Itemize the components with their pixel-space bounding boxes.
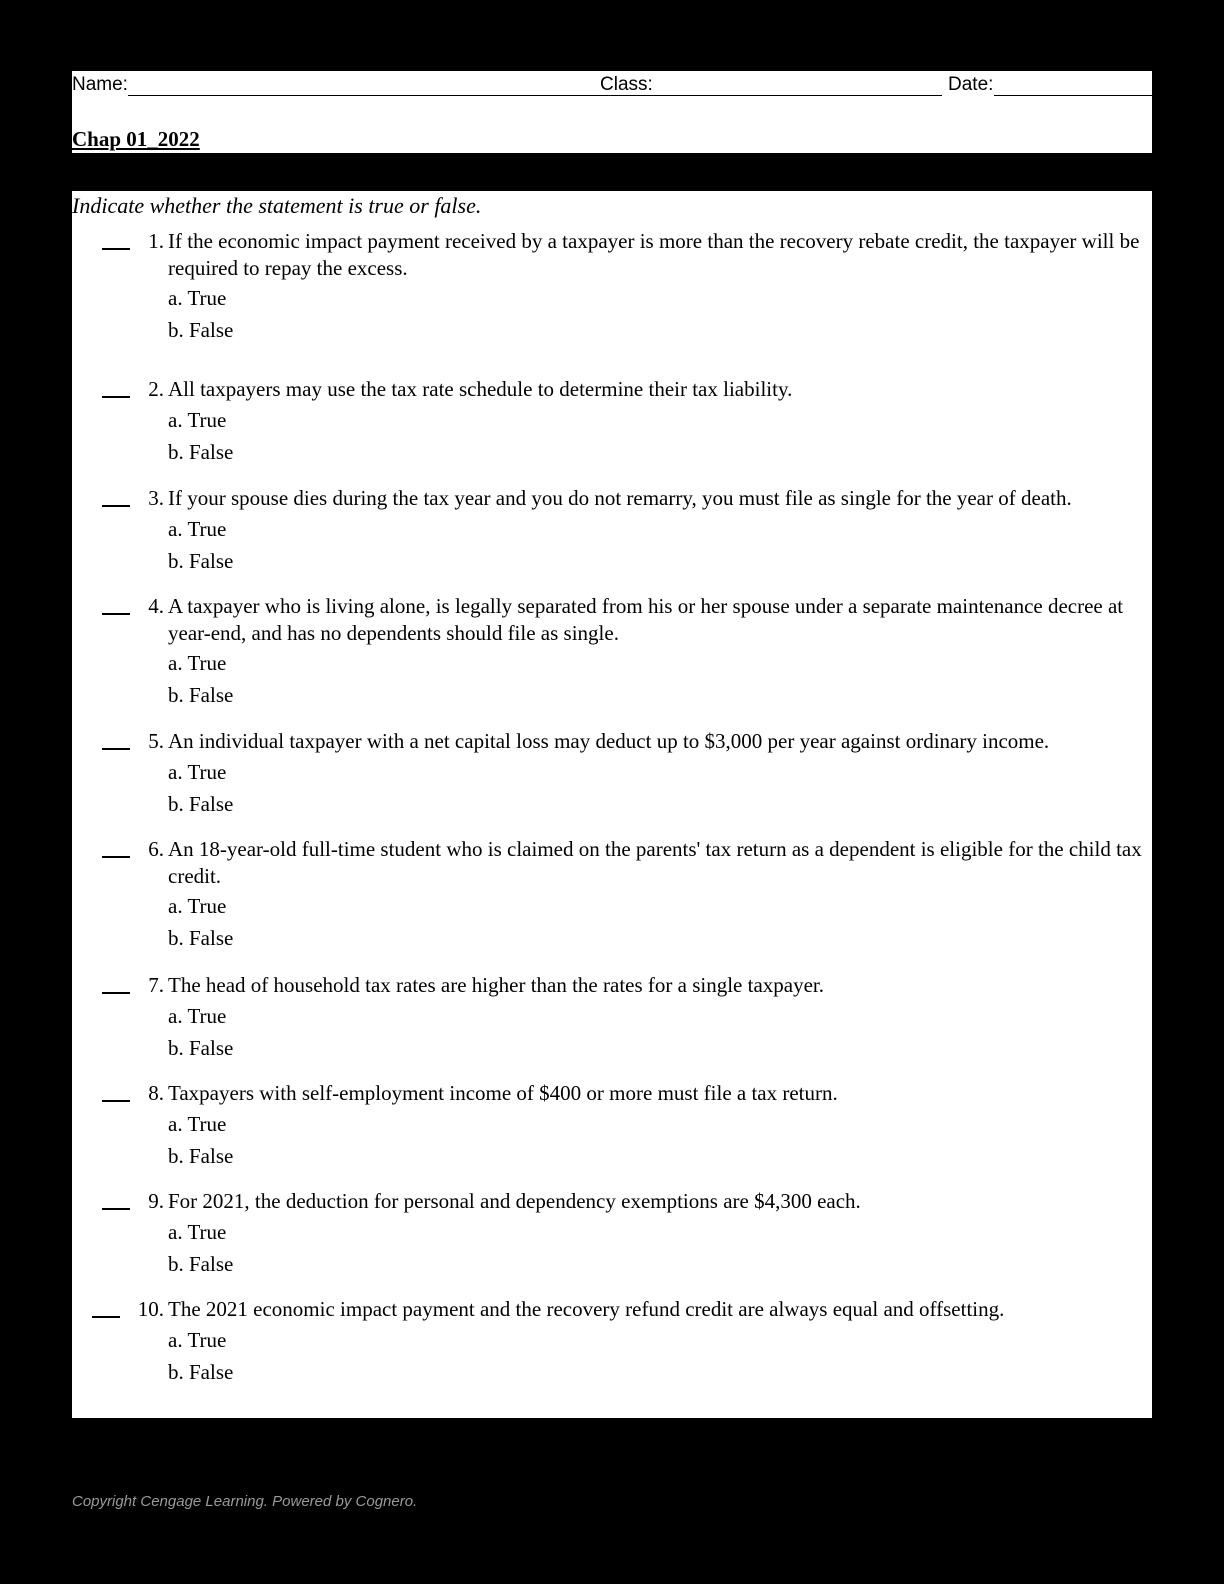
choice-true: a. True [168, 1112, 227, 1136]
question-text: The head of household tax rates are higher than the rates for a single taxpayer. [168, 973, 824, 997]
question-text: The 2021 economic impact payment and the recovery refund credit are always equal and offsetting. [168, 1297, 1005, 1321]
question-text: An individual taxpayer with a net capital loss may deduct up to $3,000 per year against ordinary income. [168, 729, 1050, 753]
class-label: Class: [600, 74, 653, 95]
choice-false: b. False [168, 1360, 234, 1384]
question-text: An 18-year-old full-time student who is claimed on the parents' tax return as a dependent is eligible for the child tax credit. [168, 837, 1142, 888]
copyright-footer: Copyright Cengage Learning. Powered by Cognero. [72, 1493, 418, 1510]
choice-false: b. False [168, 926, 234, 950]
choice-true: a. True [168, 1328, 227, 1352]
questions-section [72, 191, 1152, 1418]
question-number: 5. [148, 729, 164, 753]
choice-false: b. False [168, 683, 234, 707]
question-number: 3. [148, 486, 164, 510]
answer-blank[interactable] [102, 856, 130, 858]
choice-true: a. True [168, 1004, 227, 1028]
choice-false: b. False [168, 549, 234, 573]
answer-blank[interactable] [102, 396, 130, 398]
answer-blank[interactable] [102, 613, 130, 615]
choice-true: a. True [168, 651, 227, 675]
choice-true: a. True [168, 517, 227, 541]
chapter-title: Chap 01_2022 [72, 127, 200, 151]
name-field[interactable] [128, 95, 666, 96]
choice-true: a. True [168, 760, 227, 784]
question-number: 9. [148, 1189, 164, 1213]
question-number: 4. [148, 594, 164, 618]
answer-blank[interactable] [102, 1208, 130, 1210]
date-field[interactable] [994, 95, 1152, 96]
answer-blank[interactable] [102, 1100, 130, 1102]
answer-blank[interactable] [102, 992, 130, 994]
instructions: Indicate whether the statement is true or false. [72, 193, 482, 218]
choice-false: b. False [168, 318, 234, 342]
class-field[interactable] [656, 95, 942, 96]
answer-blank[interactable] [102, 748, 130, 750]
question-number: 6. [148, 837, 164, 861]
question-text: If the economic impact payment received by a taxpayer is more than the recovery rebate credit, the taxpayer will be required to repay the excess. [168, 229, 1140, 280]
choice-true: a. True [168, 1220, 227, 1244]
question-number: 1. [148, 229, 164, 253]
answer-blank[interactable] [102, 505, 130, 507]
choice-false: b. False [168, 440, 234, 464]
choice-true: a. True [168, 286, 227, 310]
question-number: 2. [148, 377, 164, 401]
choice-false: b. False [168, 1036, 234, 1060]
question-number: 10. [137, 1297, 164, 1321]
answer-blank[interactable] [92, 1316, 120, 1318]
question-text: A taxpayer who is living alone, is legally separated from his or her spouse under a separate maintenance decree at year-end, and has no dependents should file as single. [168, 594, 1124, 645]
choice-false: b. False [168, 792, 234, 816]
question-text: Taxpayers with self-employment income of $400 or more must file a tax return. [168, 1081, 838, 1105]
choice-true: a. True [168, 894, 227, 918]
answer-blank[interactable] [102, 248, 130, 250]
question-text: If your spouse dies during the tax year and you do not remarry, you must file as single for the year of death. [168, 486, 1072, 510]
choice-false: b. False [168, 1252, 234, 1276]
header-section [72, 71, 1152, 153]
question-text: All taxpayers may use the tax rate schedule to determine their tax liability. [168, 377, 793, 401]
name-label: Name: [72, 74, 128, 95]
question-number: 8. [148, 1081, 164, 1105]
question-text: For 2021, the deduction for personal and dependency exemptions are $4,300 each. [168, 1189, 861, 1213]
date-label: Date: [948, 74, 994, 95]
choice-true: a. True [168, 408, 227, 432]
question-number: 7. [148, 973, 164, 997]
choice-false: b. False [168, 1144, 234, 1168]
